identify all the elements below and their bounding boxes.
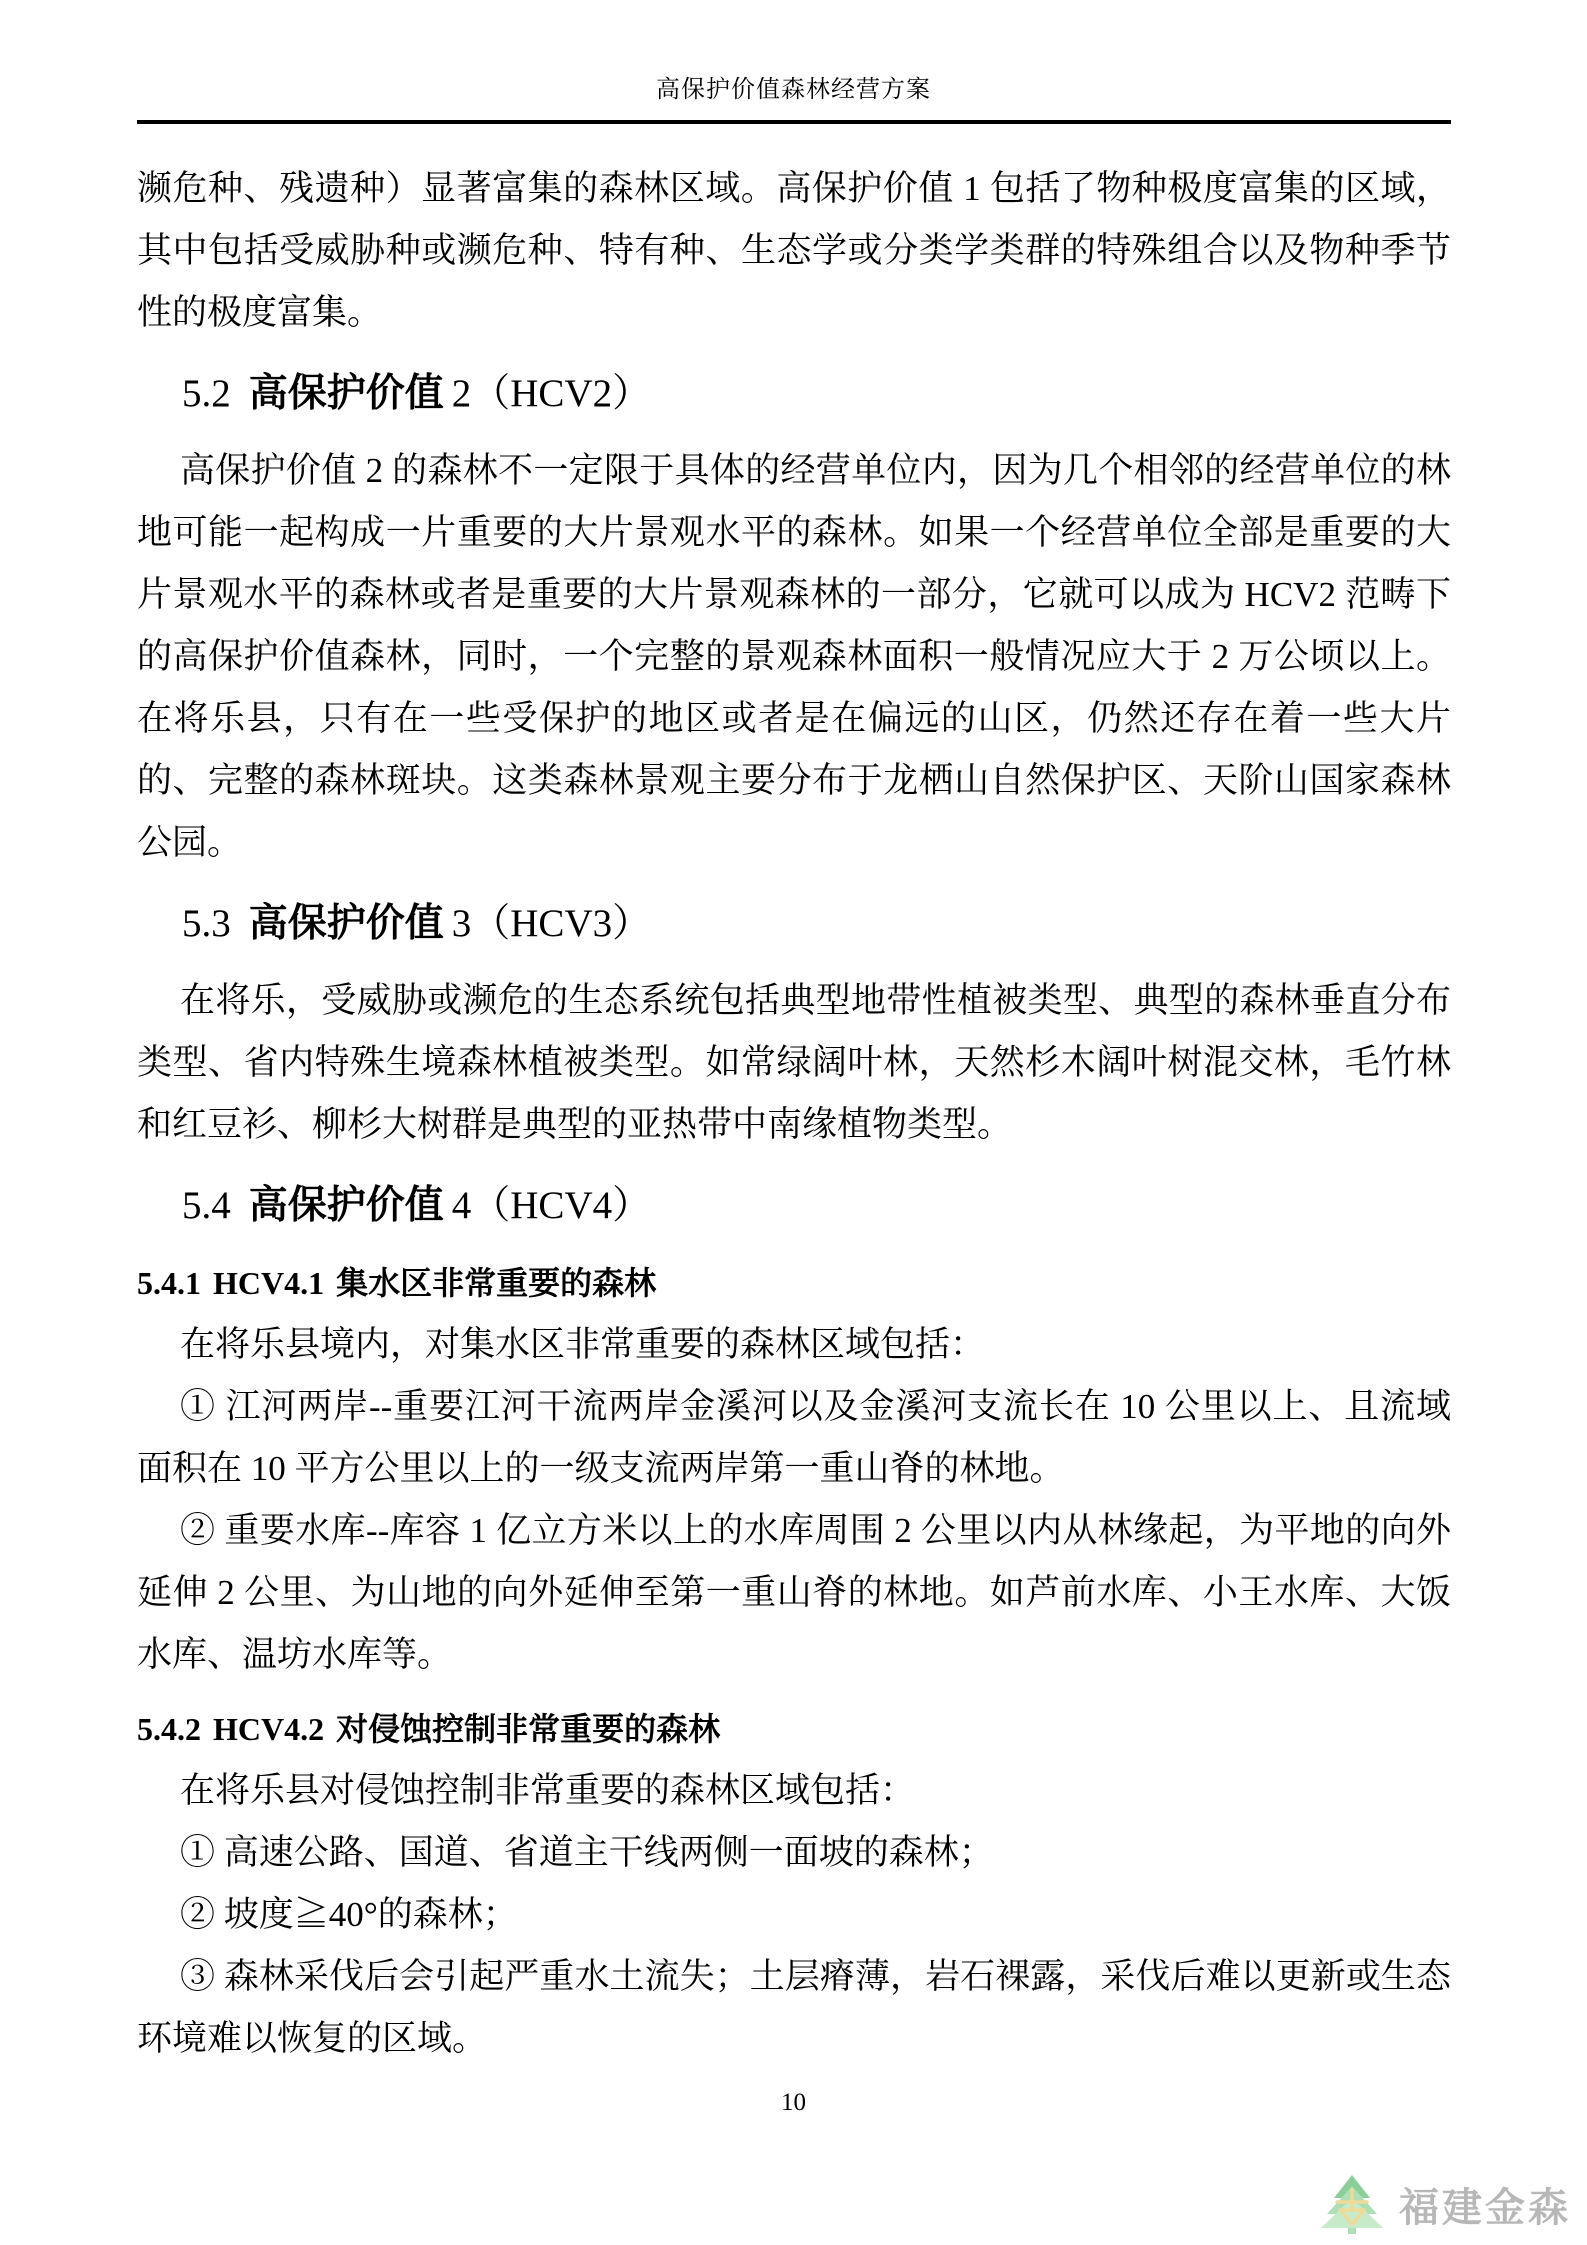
heading-number: 5.3 bbox=[182, 902, 231, 945]
heading-title-en: 3（HCV3） bbox=[451, 902, 652, 945]
page-header bbox=[0, 0, 1587, 124]
section-5-3-paragraph: 在将乐，受威胁或濒危的生态系统包括典型地带性植被类型、典型的森林垂直分布类型、省内特殊生境森林植被类型。如常绿阔叶林，天然杉木阔叶树混交林，毛竹林和红豆衫、柳杉大树群是典型的亚热带中南缘植物类型。 bbox=[137, 981, 1451, 1144]
section-5-2-paragraph: 高保护价值 2 的森林不一定限于具体的经营单位内，因为几个相邻的经营单位的林地可能一起构成一片重要的大片景观水平的森林。如果一个经营单位全部是重要的大片景观水平的森林或者是重要的大片景观森林的一部分，它就可以成为 HCV2 范畴下的高保护价值森林，同时，一个完整的景观森林面积一般情况应大于 2 万公顷以上。在将乐县，只有在一些受保护的地区或者是在偏远的山区，仍然还存在着一些大片的、完整的森林斑块。这类森林景观主要分布于龙栖山自然保护区、天阶山国家森林公园。 bbox=[137, 451, 1451, 862]
heading-5-3 bbox=[137, 892, 1451, 956]
list-item: ① 江河两岸--重要江河干流两岸金溪河以及金溪河支流长在 10 公里以上、且流域面积在 10 平方公里以上的一级支流两岸第一重山脊的林地。 bbox=[137, 1387, 1451, 1488]
heading-5-4 bbox=[137, 1174, 1451, 1238]
running-head-title: 高保护价值森林经营方案 bbox=[656, 77, 931, 103]
list-item: ② 坡度≧40°的森林； bbox=[180, 1895, 518, 1934]
subheading-title-zh: 集水区非常重要的森林 bbox=[336, 1265, 657, 1301]
list-item: ① 高速公路、国道、省道主干线两侧一面坡的森林； bbox=[180, 1833, 994, 1872]
subheading-code: HCV4.2 bbox=[213, 1711, 325, 1747]
heading-title-zh: 高保护价值 bbox=[248, 372, 444, 415]
company-logo-text: 福建金森 bbox=[1399, 2185, 1571, 2230]
section-5-4-1-intro: 在将乐县境内，对集水区非常重要的森林区域包括： bbox=[180, 1325, 986, 1364]
subheading-title-zh: 对侵蚀控制非常重要的森林 bbox=[336, 1711, 721, 1747]
heading-5-4-2 bbox=[137, 1698, 1451, 1760]
list-item: ② 重要水库--库容 1 亿立方米以上的水库周围 2 公里以内从林缘起，为平地的向外延伸 2 公里、为山地的向外延伸至第一重山脊的林地。如芦前水库、小王水库、大饭水库、温坊水库等。 bbox=[137, 1511, 1451, 1674]
heading-title-en: 2（HCV2） bbox=[451, 372, 652, 415]
heading-number: 5.4 bbox=[182, 1184, 231, 1227]
heading-title-en: 4（HCV4） bbox=[451, 1184, 652, 1227]
heading-5-4-1 bbox=[137, 1252, 1451, 1314]
subheading-code: HCV4.1 bbox=[213, 1265, 325, 1301]
list-item: ③ 森林采伐后会引起严重水土流失；土层瘠薄，岩石裸露，采伐后难以更新或生态环境难以恢复的区域。 bbox=[137, 1957, 1451, 2058]
heading-number: 5.2 bbox=[182, 372, 231, 415]
company-logo bbox=[1319, 2173, 1571, 2235]
pine-tree-logo-icon bbox=[1319, 2173, 1385, 2235]
section-5-4-2-intro: 在将乐县对侵蚀控制非常重要的森林区域包括： bbox=[180, 1771, 916, 1810]
heading-title-zh: 高保护价值 bbox=[248, 1184, 444, 1227]
heading-title-zh: 高保护价值 bbox=[248, 902, 444, 945]
document-body bbox=[0, 124, 1587, 2070]
page-number: 10 bbox=[781, 2089, 806, 2116]
intro-continuation-paragraph: 濒危种、残遗种）显著富集的森林区域。高保护价值 1 包括了物种极度富集的区域，其中包括受威胁种或濒危种、特有种、生态学或分类学类群的特殊组合以及物种季节性的极度富集。 bbox=[137, 169, 1451, 332]
subheading-number: 5.4.1 bbox=[137, 1265, 201, 1301]
subheading-number: 5.4.2 bbox=[137, 1711, 201, 1747]
heading-5-2 bbox=[137, 362, 1451, 426]
